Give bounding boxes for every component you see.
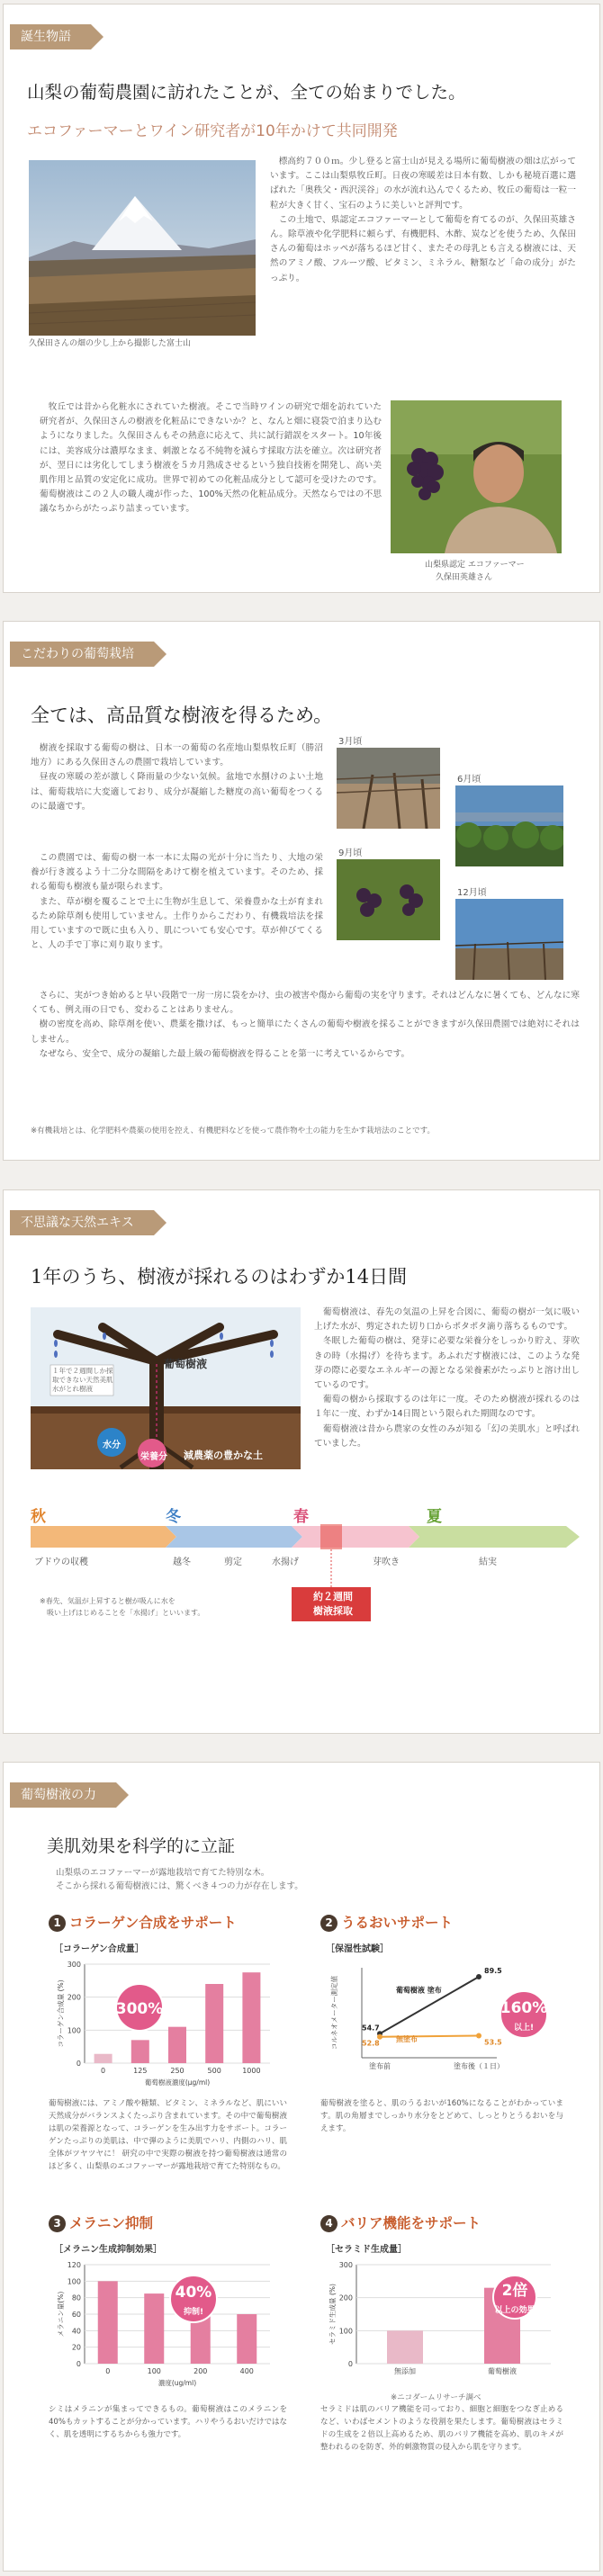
benefit-2-text: 葡萄樹液を塗ると、肌のうるおいが160%になることがわかっています。肌の角層までしっかり水分をとどめて、しっとりとうるおいを与えます。: [320, 2099, 563, 2133]
y-tick-label: 0: [76, 2360, 81, 2368]
x-tick-label: 100: [147, 2367, 161, 2375]
data-point: [476, 1974, 482, 1979]
cultivation-text-1: 樹液を採取する葡萄の樹は、日本一の葡萄の名産地山梨県牧丘町（勝沼地方）にある久保田さんの農園で栽培しています。 昼夜の寒暖の差が激しく降雨量の少ない気候。盆地で水捌けのよい土地は、葡萄栽培に大変適しており、成分が凝縮した糖度の高い葡萄をつくるのに最適です。: [31, 743, 323, 812]
moisture-badge-text: 以上!: [513, 2024, 535, 2033]
x-tick-label: 1000: [242, 2067, 261, 2075]
birth-story-text-1: 標高約７００ｍ。少し登ると富士山が見える場所に葡萄樹液の畑は広がっています。ここは山梨県牧丘町。日夜の寒暖差は日本有数、しかも秘境百選に選ばれた「奥秩父・西沢渓谷」の水が流れ込んでくるため、牧丘の葡萄は一粒一粒が大きく甘く、宝石のように美しいと評判です。 この土地で、県認定エコファーマーとして葡萄を育てるのが、久保田英雄さん。除草液や化学肥料に頼らず、有機肥料、木酢、炭などを使うため、久保田さんの葡萄はホッペが落ちるほど甘く、またその母乳とも言える樹液には、天然のアミノ酸、フルーツ酸、ビタミン、ミネラル、糖類など「命の成分」がたっぷり。: [270, 157, 576, 283]
intro-line-1: 山梨県のエコファーマーが露地栽培で育てた特別な木。: [56, 1868, 270, 1878]
y-tick-label: 100: [67, 2277, 81, 2286]
season-spring: 春: [293, 1508, 309, 1526]
stage-wintering: 越冬: [173, 1557, 191, 1567]
section-title: 1年のうち、樹液が採れるのはわずか14日間: [31, 1266, 408, 1288]
series-line: [380, 2035, 479, 2036]
ceramide-source: ※ニコダームリサーチ調べ: [391, 2393, 482, 2402]
section-title: 山梨の葡萄農園に訪れたことが、全ての始まりでした。: [27, 82, 466, 103]
chart-3-label: ［メラニン生成抑制効果］: [54, 2245, 162, 2255]
x-tick-label: 塗布後（１日）: [454, 2062, 504, 2070]
y-tick-label: 120: [67, 2261, 81, 2269]
section-tag: 不思議な天然エキス: [10, 1210, 154, 1235]
collagen-chart: [54, 1955, 279, 2090]
fuji-photo: [29, 160, 256, 336]
y-axis-label: コラーゲン合成量 (%): [57, 1979, 65, 2048]
benefit-4-number: 4: [320, 2215, 338, 2232]
y-axis-label: コルネオメーター測定値: [330, 1975, 338, 2051]
ceramide-badge-text: 以上の効果: [494, 2306, 536, 2315]
birth-story-text-2: 牧丘では昔から化粧水にされていた樹液。そこで当時ワインの研究で畑を訪れていた研究者が、久保田さんの樹液を化粧品にできないか？と、なんと畑に寝袋で泊まり込むようになりました。久保田さんもその熱意に応えて、共に試行錯誤をスタート。10年後には、美容成分は濃厚なまま、刺激となる不純物を減らす採取方法を確立。次は研究者が、翌日には劣化してしまう樹液を５カ月熟成させるという独自技術を開発し、高い美肌作用と品質の安定化に成功。世界で初めての化粧品成分として認可を受けたのです。葡萄樹液はこの２人の職人魂が作った、100%天然の化粧品成分。天然ならではの不思議なちからがたっぷり詰まっています。: [40, 402, 382, 515]
ceramide-chart: [326, 2256, 560, 2391]
x-tick-label: 葡萄樹液: [488, 2367, 517, 2375]
y-tick-label: 20: [71, 2343, 81, 2352]
data-point: [476, 2033, 482, 2038]
x-tick-label: 500: [207, 2067, 221, 2075]
x-tick-label: 200: [194, 2367, 208, 2375]
section-tag: 誕生物語: [10, 24, 91, 49]
benefit-1-number: 1: [49, 1915, 66, 1932]
season-winter: 冬: [166, 1508, 181, 1526]
stage-budding: 芽吹き: [373, 1557, 400, 1567]
data-label: 89.5: [484, 1967, 502, 1975]
y-tick-label: 200: [67, 1993, 81, 2002]
season-autumn: 秋: [31, 1508, 46, 1526]
bar: [131, 2040, 149, 2063]
farmer-caption-2: 久保田英雄さん: [436, 573, 493, 582]
section-tag: こだわりの葡萄栽培: [10, 642, 154, 667]
bar: [168, 2027, 186, 2063]
series-name: 無塗布: [396, 2034, 418, 2043]
section-birth-story: [3, 4, 600, 593]
moisture-chart: [326, 1955, 560, 2090]
data-label: 53.5: [484, 2038, 502, 2047]
vineyard-march-photo: [337, 748, 440, 829]
benefit-2-number: 2: [320, 1915, 338, 1932]
y-tick-label: 60: [71, 2311, 81, 2319]
melanin-badge-text: 抑制!: [183, 2308, 204, 2317]
section-title: 美肌効果を科学的に立証: [47, 1836, 236, 1856]
fuji-photo-caption: 久保田さんの畑の少し上から撮影した富士山: [29, 339, 192, 348]
series-name: 葡萄樹液 塗布: [396, 1986, 442, 1995]
x-tick-label: 0: [101, 2067, 106, 2075]
x-tick-label: 無添加: [394, 2367, 416, 2375]
chart-1-label: ［コラーゲン合成量］: [54, 1944, 144, 1954]
vineyard-june-photo: [455, 785, 563, 866]
y-tick-label: 300: [338, 2261, 353, 2269]
collagen-badge-text: 300%: [115, 2000, 164, 2018]
y-tick-label: 80: [71, 2293, 81, 2302]
x-tick-label: 400: [239, 2367, 254, 2375]
x-tick-label: 塗布前: [369, 2062, 391, 2070]
y-tick-label: 0: [76, 2060, 81, 2068]
x-axis-label: 濃度(ug/ml): [158, 2379, 197, 2387]
melanin-badge-text: 40%: [175, 2284, 212, 2302]
y-tick-label: 100: [338, 2327, 353, 2336]
benefit-1-title-text: コラーゲン合成をサポート: [69, 1915, 237, 1931]
benefit-3-title-text: メラニン抑制: [69, 2215, 154, 2231]
intro-line-2: そこから採れる葡萄樹液には、驚くべき４つの力が存在します。: [56, 1881, 303, 1891]
timeline-note: ※春先、気温が上昇すると樹が吸んに水を 吸い上げはじめることを「水揚げ」といいます。: [40, 1597, 205, 1617]
farmer-photo: [391, 400, 562, 553]
section-subtitle: エコファーマーとワイン研究者が10年かけて共同開発: [27, 122, 398, 140]
bar: [237, 2314, 256, 2364]
data-label: 54.7: [362, 2024, 380, 2033]
bar: [98, 2281, 118, 2364]
bar: [205, 1984, 223, 2063]
vineyard-december-photo: [455, 899, 563, 980]
x-tick-label: 125: [133, 2067, 148, 2075]
bar: [94, 2054, 112, 2063]
stage-sap-rise: 水揚げ: [272, 1557, 299, 1567]
y-axis-label: メラニン量(%): [57, 2291, 65, 2338]
cultivation-text-2: この農園では、葡萄の樹一本一本に太陽の光が十分に当たり、大地の栄養が行き渡るよう十二分な間隔をあけて樹を植えています。そのため、採れる葡萄も樹液も量が限られます。 また、草が樹を覆ることで土に生物が生息して、栄養豊かな土が育まれるため除草剤も使用していません。土作りからこだわり、有機栽培法を採用していますので既に虫も入り、肌についても安心です。草が伸びてくると、人の手で丁寧に刈り取ります。: [31, 853, 323, 951]
benefit-4-title: [320, 2212, 481, 2232]
section-title: 全ては、高品質な樹液を得るため。: [31, 705, 333, 726]
y-tick-label: 0: [347, 2360, 353, 2368]
tree-label-soil: 減農薬の豊かな土: [184, 1450, 263, 1461]
x-tick-label: 250: [170, 2067, 184, 2075]
vineyard-september-photo: [337, 859, 440, 940]
benefit-3-text: シミはメラニンが集まってできるもの。葡萄樹液はこのメラニンを40%もカットすることが分かっています。ハリやうるおいだけではなく、肌を透明にするちからも強力です。: [49, 2405, 287, 2439]
stage-harvest: ブドウの収穫: [34, 1557, 88, 1567]
y-axis-label: セラミド生成量 (%): [328, 2284, 337, 2345]
bar: [387, 2330, 423, 2364]
section-power: [3, 1762, 600, 2572]
label-december: 12月頃: [457, 888, 487, 898]
extract-text: 葡萄樹液は、春先の気温の上昇を合図に、葡萄の樹が一気に吸い上げた水が、剪定された切り口からポタポタ滴り落ちるものです。 冬眠した葡萄の樹は、発芽に必要な栄養分をしっかり貯え、芽吹きの時（水揚げ）を待ちます。あふれだす樹液には、このような発芽の際に必要なエネルギーの源となる栄養素がたっぷりと溶け出しているのです。 葡萄の樹から採取するのは年に一度。そのため樹液が採れるのは１年に一度、わずか14日間という限られた期間なのです。 葡萄樹液は昔から農家の女性のみが知る「幻の美肌水」と呼ばれていました。: [314, 1307, 580, 1449]
y-tick-label: 200: [338, 2293, 353, 2302]
label-june: 6月頃: [457, 775, 482, 785]
y-tick-label: 300: [67, 1961, 81, 1969]
bar: [144, 2293, 164, 2364]
tree-label-sap: 葡萄樹液: [164, 1358, 208, 1370]
farmer-caption-1: 山梨県認定 エコファーマー: [425, 561, 525, 570]
ceramide-badge-text: 2倍: [501, 2282, 528, 2300]
chart-2-label: ［保湿性試験］: [326, 1944, 389, 1954]
tree-callout: １年で２週間しか採取できない天然美肌水がとれ樹液: [52, 1367, 113, 1393]
sap-harvest-highlight: 約２週間 樹液採取: [313, 1591, 353, 1617]
chart-4-label: ［セラミド生成量］: [326, 2245, 407, 2255]
tree-label-water: 水分: [103, 1441, 121, 1450]
season-summer: 夏: [427, 1508, 442, 1526]
tree-label-nutrition: 栄養分: [140, 1452, 167, 1462]
x-tick-label: 0: [105, 2367, 111, 2375]
y-tick-label: 100: [67, 2026, 81, 2035]
x-axis-label: 葡萄樹液濃度(μg/ml): [144, 2078, 211, 2087]
section-cultivation: [3, 621, 600, 1161]
bar: [242, 1972, 260, 2063]
label-march: 3月頃: [338, 737, 363, 747]
cultivation-footnote: ※有機栽培とは、化学肥料や農薬の使用を控え、有機肥料などを使って農作物や土の能力を生かす栽培法のことです。: [31, 1126, 435, 1135]
benefit-2-title: [320, 1912, 453, 1932]
section-natural-extract: [3, 1189, 600, 1734]
benefit-1-title: [49, 1912, 237, 1932]
melanin-chart: [54, 2256, 279, 2391]
moisture-badge-text: 160%: [500, 1999, 548, 2017]
benefit-4-text: セラミドは肌のバリア機能を司っており、細胞と細胞をつなぎ止めるなど、いわばセメントのような役割を果たします。葡萄樹液はセラミドの生成を２倍以上高めるため、肌のバリア機能を高め、肌のキメが整われるのを防ぎ、外的刺激物質の侵入から肌を守ります。: [320, 2405, 563, 2452]
stage-pruning: 剪定: [224, 1557, 242, 1567]
stage-fruiting: 結実: [479, 1557, 497, 1567]
y-tick-label: 40: [71, 2327, 81, 2336]
benefit-4-title-text: バリア機能をサポート: [341, 2215, 482, 2231]
benefit-3-number: 3: [49, 2215, 66, 2232]
data-label: 52.8: [362, 2039, 380, 2048]
benefit-1-text: 葡萄樹液には、アミノ酸や糖類、ビタミン、ミネラルなど、肌にいい天然成分がバランスよくたっぷり含まれています。その中で葡萄樹液は肌の栄養源となって、コラーゲンを生み出す力をサポート。コラーゲンたっぷりの美肌は、中で弾のように美肌でハリ、内側のハリ、肌全体がツヤツヤに！ 研究の中で実際の樹液を持つ葡萄樹液は通常のほど多く、山梨県のエコファーマーが露地栽培で育てた特別なもの。: [49, 2099, 287, 2171]
benefit-3-title: [49, 2212, 153, 2232]
section-tag: 葡萄樹液の力: [10, 1782, 116, 1808]
cultivation-text-3: さらに、実がつき始めると早い段階で一房一房に袋をかけ、虫の被害や傷から葡萄の実を守ります。それはどんなに暑くても、どんなに寒くても、例え雨の日でも、変わることはありません。 樹の密度を高め、除草剤を使い、農薬を撒けば、もっと簡単にたくさんの葡萄や樹液を採ることができますが久保田農園では絶対にそれはしません。 なぜなら、安全で、成分の凝縮した最上級の葡萄樹液を得ることを第一に考えているからです。: [31, 991, 580, 1059]
benefit-2-title-text: うるおいサポート: [341, 1915, 454, 1931]
label-september: 9月頃: [338, 848, 363, 858]
